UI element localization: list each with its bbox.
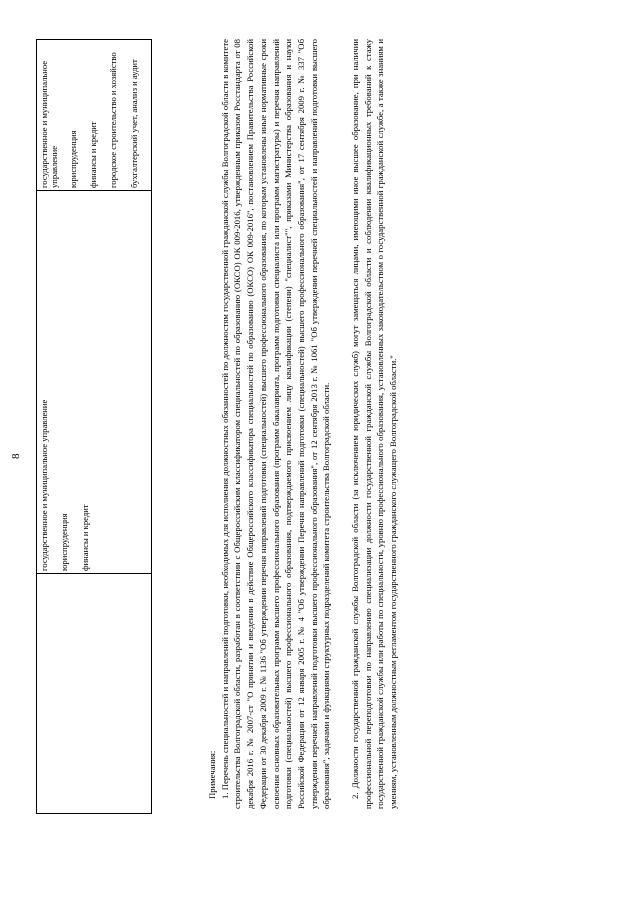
notes-section bbox=[206, 39, 400, 809]
note-paragraph: 2. Должности государственной гражданской службы Волгоградской области (за исключением юридических служб) могут замещаться лицами, имеющими иное высшее образование, при наличии профессиональной переподготовки по направлению специализации должности государственной гражданской службы Волгоградской области и соблюдении квалификационных требований к стажу государственной гражданской службы или работы по специальности, уровню профессионального образования, установленных законодательством о государственной гражданской службе, а также знаниям и умениям, установленным должностным регламентом государственного гражданского служащего Волгоградской области." bbox=[350, 39, 399, 809]
list-item: городское строительство и хозяйство bbox=[108, 52, 119, 188]
table-row bbox=[37, 40, 152, 814]
table-cell-specialties bbox=[37, 40, 152, 191]
list-item: финансы и кредит bbox=[87, 121, 98, 188]
page-number: 8 bbox=[10, 453, 22, 459]
list-item: юриспруденция bbox=[59, 513, 70, 571]
table-cell-empty bbox=[37, 574, 152, 814]
list-item: финансы и кредит bbox=[79, 504, 90, 571]
list-item: государственное и муниципальное управление bbox=[39, 60, 60, 188]
list-item: бухгалтерский учет, анализ и аудит bbox=[128, 59, 139, 188]
list-item: государственное и муниципальное управление bbox=[39, 399, 49, 571]
note-paragraph: 1. Перечень специальностей и направлений подготовки, необходимых для исполнения должностных обязанностей по должностям государственной гражданской службы Волгоградской области в комитете строительства Волгоградской области, разработан в соответствии с Общероссийским классификатором специальностей по образованию (ОКСО) ОК 009-2016, утвержденным приказом Росстандарта от 08 декабря 2016 г. № 2007-ст "О принятии и введении в действие Общероссийского классификатора специальностей по образованию (ОКСО) ОК 009-2016", постановлением Правительства Российской Федерации от 30 декабря 2009 г. № 1136 "Об утверждении перечня направлений подготовки (специальностей) высшего профессионального образования, по которым установлены иные нормативные сроки освоения основных образовательных программ высшего профессионального образования (программ бакалавриата, программ подготовки специалиста или программ магистратуры) и перечня направлений подготовки (специальностей) высшего профессионального образования, подтверждаемого присвоением лицу квалификации (степени) "специалист"", приказами Министерства образования и науки Российской Федерации от 12 января 2005 г. № 4 "Об утверждении Перечня направлений подготовки (специальностей) высшего профессионального образования", от 17 сентября 2009 г. № 337 "Об утверждении перечней направлений подготовки высшего профессионального образования", от 12 сентября 2013 г. № 1061 "Об утверждении перечней специальностей и направлений подготовки высшего образования", задачами и функциями структурных подразделений комитета строительства Волгоградской области. bbox=[219, 39, 332, 809]
specialties-table bbox=[36, 39, 152, 814]
table-cell-specialties bbox=[37, 191, 152, 574]
list-item: юриспруденция bbox=[67, 130, 78, 188]
notes-heading: Примечания: bbox=[207, 750, 217, 799]
